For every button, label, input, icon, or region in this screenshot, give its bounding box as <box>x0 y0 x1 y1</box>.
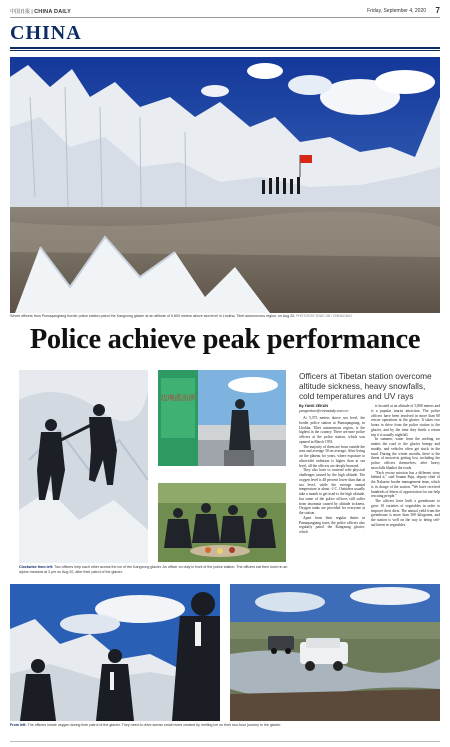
paragraph: The officers have built a greenhouse to grow 10 varieties of vegetables in order to improve their diets. The annual yield from the greenhouse is more than 500 kilograms, and the station is well on the way to being self-sufficient in vegetables. <box>371 499 440 527</box>
paragraph: "Each rescue mission has a different story behind it," said Sonam Puju, deputy chief of the Nakartse border management team, which is in charge of the station. "We have received hundreds of letters of appreciation for our help rescuing people." <box>371 470 440 499</box>
top-photo-caption: Seven officers from Pumaqangtang border police station patrol the Kangxung glacier at an altitude of 5,800 meters above sea level in Lhokha, Tibet autonomous region, on Aug 20. PHOTOS BY ZHAO JIN / CHINA DAILY <box>10 314 353 318</box>
paragraph: At 5,373 meters above sea level, the border police station at Pumaqangtang, in Lhokha, Tibet autonomous region, is the highest in the country. There are nine police officers at the police station, which was opened in March 1953. <box>299 416 365 444</box>
section-title: CHINA <box>10 22 82 44</box>
headline: Police achieve peak performance <box>29 324 421 355</box>
paragraph: In summer, water from the melting ice makes the road to the glacier bumpy and muddy, and vehicles often get stuck in the mud. During the winter months, there is the threat of motorists getting lost, including the police officers themselves, after heavy snowfalls blanket the roads. <box>371 437 440 470</box>
bottom-caption: From left: The officers inhale oxygen during their patrol of the glacier. They need to drive across small rivers created by melting ice on their two-hour journey to the glacier. <box>10 723 282 727</box>
paragraph: They also have to contend with physical challenges caused by the high altitude. The oxygen level is 48 percent lower than that at sea level, while the average annual temperature is about -2 C. Outsiders usually take a month to get used to the high altitude, but some of the police officers still suffer from insomnia caused by altitude sickness. Oxygen tanks are provided for everyone at the station. <box>299 468 365 515</box>
byline: By YANG ZEKUN yangzekun@chinadaily.com.cn <box>299 404 349 413</box>
photo-credit: PHOTOS BY ZHAO JIN / CHINA DAILY <box>296 314 353 318</box>
paragraph: The majority of them are from outside the area and average 30 on average. After living on the plateau for years, where exposure to ultraviolet radiation is higher than at sea level, all the officers are deeply bronzed. <box>299 444 365 468</box>
section-rule <box>10 47 440 49</box>
paragraph: Apart from their regular duties in Pumaqangtang town, the police officers also regularly patrol the Kangxung glacier, which <box>299 515 365 534</box>
bottom-rule <box>10 741 440 742</box>
photo-lunch-meadow <box>158 483 286 562</box>
station-sign-text: 边境派出所 <box>160 394 196 402</box>
photo-police-station <box>158 370 286 466</box>
photo-river-crossing <box>230 584 440 721</box>
top-rule <box>10 17 440 18</box>
page-number: 7 <box>435 6 440 15</box>
deck: Officers at Tibetan station overcome altitude sickness, heavy snowfalls, cold temperatures and UV rays <box>299 371 432 401</box>
photo-officers-ice <box>19 370 148 563</box>
section-rule-thin <box>10 50 440 51</box>
paragraph: is located at an altitude of 5,800 meters and is a popular tourist attraction. The police officers have been involved in more than 60 rescue operations at the glacier. It takes two hours to drive from the police station to the glacier, and by the time they finish a return trip it is usually nightfall. <box>371 404 440 437</box>
masthead-date: Friday, September 4, 2020 <box>367 8 426 14</box>
top-photo <box>10 57 440 313</box>
article-column-2 <box>371 404 440 528</box>
masthead-publication: 中国日报 | CHINA DAILY <box>10 9 72 15</box>
article-column-1 <box>299 416 365 535</box>
photo-oxygen <box>10 584 220 721</box>
middle-caption: Clockwise from left: Two officers help each other across the ice of the Kangxung glacier. An officer on duty in front of the police station. The officers eat their lunch in an alpine meadow at 3 pm on Aug 20, after their patrol of the glacier. <box>19 565 288 574</box>
